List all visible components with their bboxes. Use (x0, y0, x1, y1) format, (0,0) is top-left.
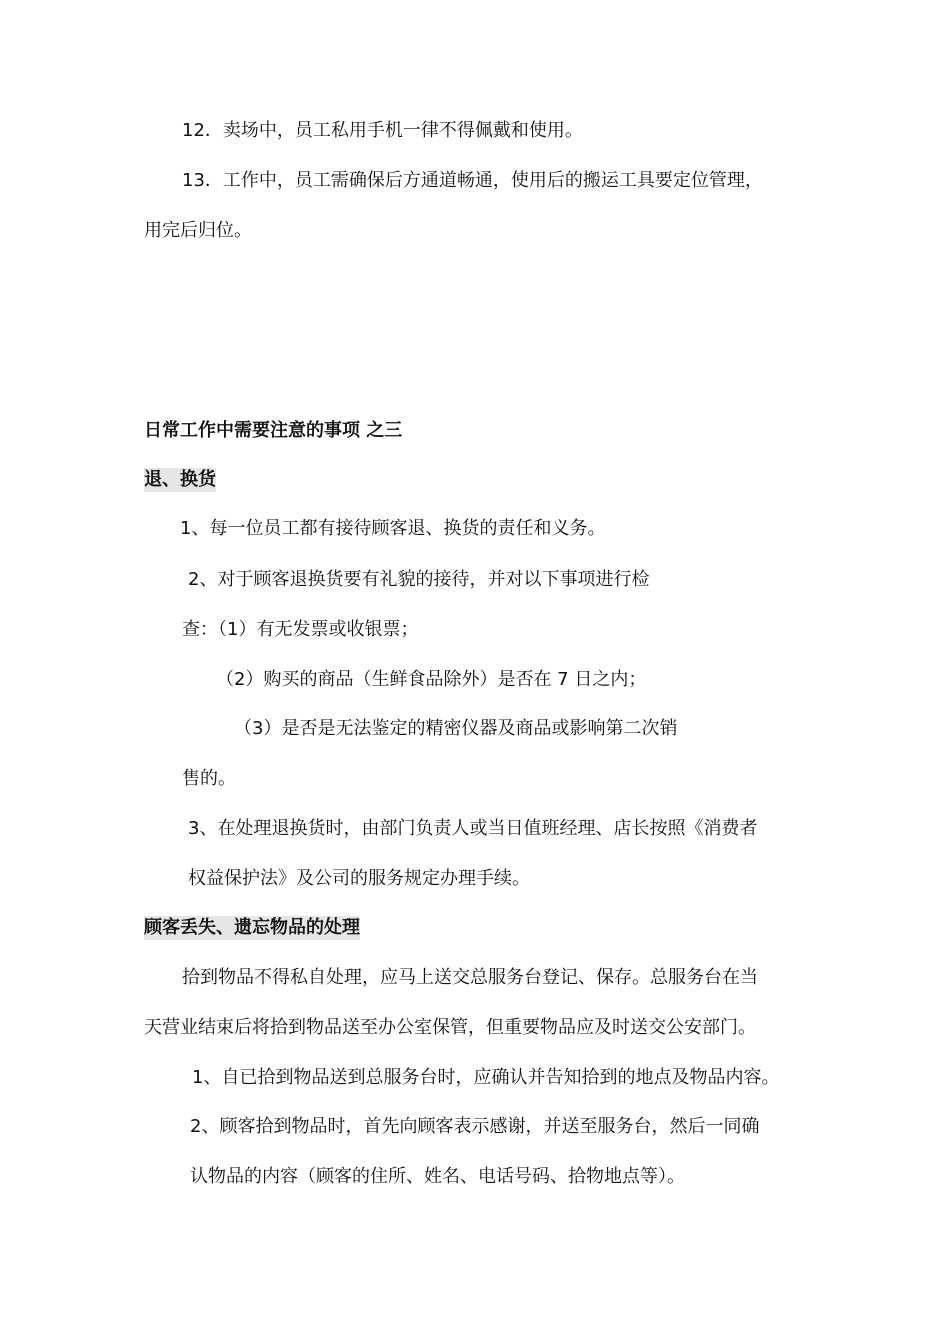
returns-item-3-line2: 权益保护法》及公司的服务规定办理手续。 (188, 868, 530, 889)
returns-item-2-line2: 查：（1）有无发票或收银票； (182, 619, 419, 640)
returns-item-2-line5: 售的。 (182, 768, 236, 789)
section-title: 日常工作中需要注意的事项 之三 (144, 420, 403, 441)
lost-items-heading: 顾客丢失、遗忘物品的处理 (144, 917, 360, 938)
returns-item-2-line1: 2、对于顾客退换货要有礼貌的接待，并对以下事项进行检 (188, 569, 650, 590)
lost-items-intro-line1: 拾到物品不得私自处理，应马上送交总服务台登记、保存。总服务台在当 (182, 967, 758, 988)
rule-item-12: 12．卖场中，员工私用手机一律不得佩戴和使用。 (182, 120, 583, 141)
returns-item-2-line4: （3）是否是无法鉴定的精密仪器及商品或影响第二次销 (234, 718, 678, 739)
lost-items-item-2-line1: 2、顾客拾到物品时，首先向顾客表示感谢，并送至服务台，然后一同确 (190, 1116, 760, 1137)
lost-items-item-2-line2: 认物品的内容（顾客的住所、姓名、电话号码、拾物地点等）。 (190, 1166, 685, 1187)
returns-item-1: 1、每一位员工都有接待顾客退、换货的责任和义务。 (180, 518, 606, 539)
rule-item-13-line1: 13．工作中，员工需确保后方通道畅通，使用后的搬运工具要定位管理， (182, 170, 763, 191)
rule-item-13-line2: 用完后归位。 (144, 220, 252, 241)
lost-items-intro-line2: 天营业结束后将拾到物品送至办公室保管，但重要物品应及时送交公安部门。 (144, 1017, 756, 1038)
returns-heading: 退、换货 (144, 469, 216, 490)
returns-item-3-line1: 3、在处理退换货时，由部门负责人或当日值班经理、店长按照《消费者 (188, 818, 758, 839)
returns-item-2-line3: （2）购买的商品（生鲜食品除外）是否在 7 日之内； (216, 669, 647, 690)
lost-items-item-1: 1、自已拾到物品送到总服务台时，应确认并告知拾到的地点及物品内容。 (192, 1067, 780, 1088)
